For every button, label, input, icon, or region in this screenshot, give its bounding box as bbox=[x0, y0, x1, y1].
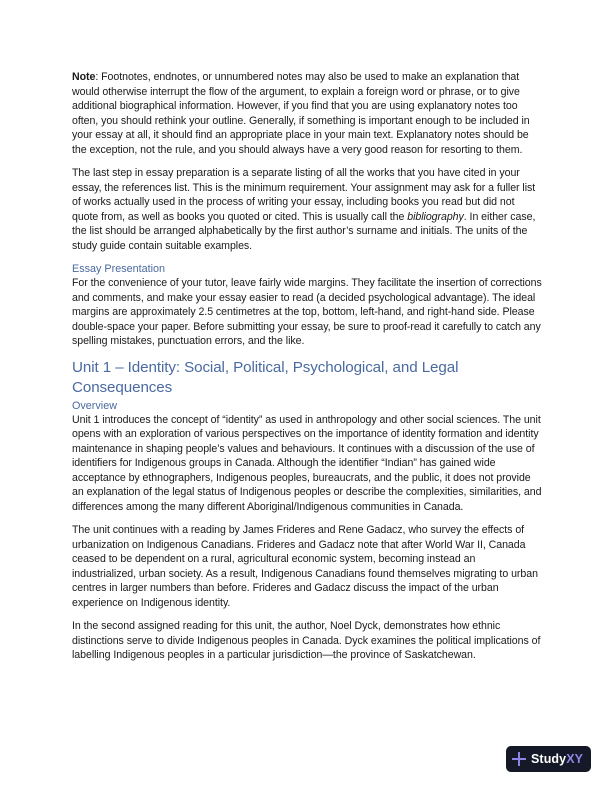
essay-presentation-paragraph: For the convenience of your tutor, leave fairly wide margins. They facilitate the insertion of corrections and comments, and make your essay easier to read (a decided psychological advantage). The ideal margins are approximately 2.5 centimetres at the top, bottom, left-hand, and right-hand side. Please double-space your paper. Before submitting your essay, be sure to proof-read it carefully to catch any spelling mistakes, punctuation errors, and the like. bbox=[72, 277, 542, 347]
studyxy-watermark[interactable] bbox=[506, 746, 591, 772]
document-page bbox=[72, 70, 542, 672]
unit-title: Unit 1 – Identity: Social, Political, Psychological, and Legal Consequences bbox=[72, 358, 459, 396]
note-paragraph: Note: Footnotes, endnotes, or unnumbered notes may also be used to make an explanation that would otherwise interrupt the flow of the argument, to explain a foreign word or phrase, or to give additional biographical information. However, if you find that you are using explanatory notes too often, you should rethink your outline. Generally, if something is important enough to be included in your essay at all, it should find an appropriate place in your main text. Explanatory notes should be the exception, not the rule, and you should always have a very good reason for resorting to them. bbox=[72, 71, 530, 156]
plus-icon bbox=[512, 752, 526, 766]
essay-presentation-heading: Essay Presentation bbox=[72, 263, 166, 275]
unit-paragraph: The unit continues with a reading by James Frideres and Rene Gadacz, who survey the effects of urbanization on Indigenous Canadians. Frideres and Gadacz note that after World War II, Canada ceased to be dependent on a rural, agricultural economic system, becoming instead an industrialized, urban society. As a result, Indigenous Canadians found themselves migrating to urban centres in larger numbers than before. Frideres and Gadacz discuss the impact of the urban experience on Indigenous identity. bbox=[72, 524, 538, 609]
references-paragraph: The last step in essay preparation is a separate listing of all the works that you have cited in your essay, the references list. This is the minimum requirement. Your assignment may ask for a fuller list of works actually used in the process of writing your essay, including books you read but did not quote from, as well as books you quoted or cited. This is usually call the bibliography. In either case, the list should be arranged alphabetically by the first author’s surname and initials. The units of the study guide contain suitable examples. bbox=[72, 167, 536, 252]
unit-paragraph: Unit 1 introduces the concept of “identity” as used in anthropology and other social sciences. The unit opens with an exploration of various perspectives on the importance of identity formation and identity maintenance in shaping people’s values and behaviours. It continues with a discussion of the use of identifiers for Indigenous groups in Canada. Although the identifier “Indian” has gained wide acceptance by ethnographers, Indigenous peoples, bureaucrats, and the public, it does not provide an explanation of the legal status of Indigenous peoples or describe the complexities, similarities, and differences among the many different Aboriginal/Indigenous communities in Canada. bbox=[72, 413, 542, 513]
note-label: Note bbox=[72, 71, 96, 83]
overview-heading: Overview bbox=[72, 399, 117, 412]
bibliography-term: bibliography bbox=[407, 210, 464, 223]
brand-name: StudyXY bbox=[531, 752, 584, 766]
unit-paragraph: In the second assigned reading for this unit, the author, Noel Dyck, demonstrates how ethnic distinctions serve to divide Indigenous peoples in Canada. Dyck examines the political implications of labelling Indigenous peoples in a particular jurisdiction—the province of Saskatchewan. bbox=[72, 620, 541, 661]
